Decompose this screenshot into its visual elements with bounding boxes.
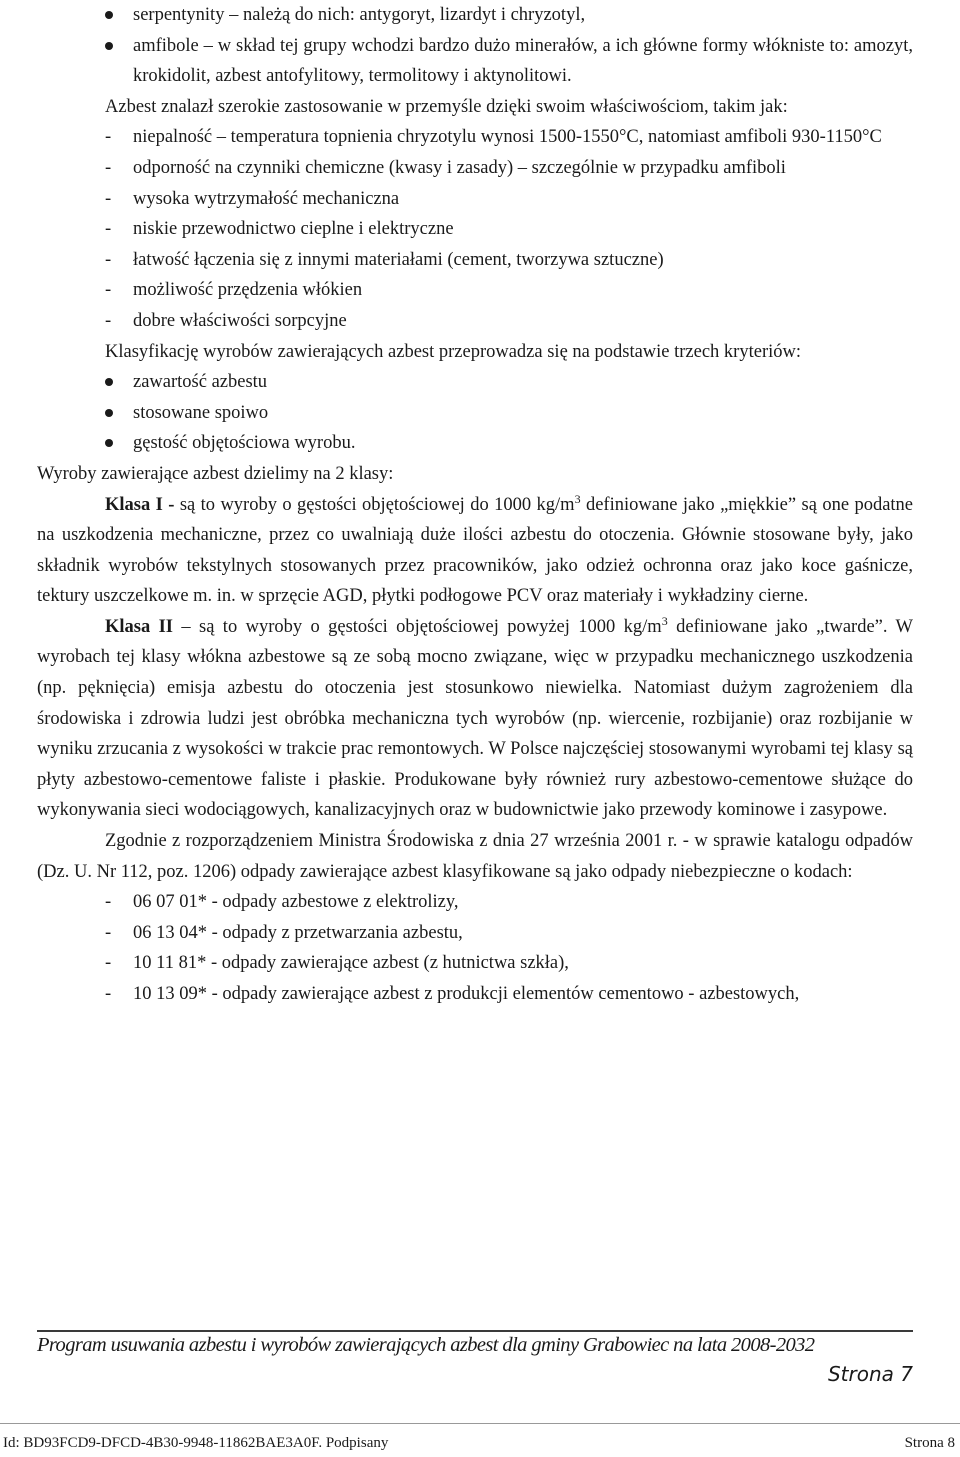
- class-1-label: Klasa I -: [105, 494, 175, 515]
- document-bar-divider: [0, 1423, 960, 1424]
- mineral-group-list: [37, 0, 913, 92]
- criteria-list: [37, 367, 913, 459]
- document-page-number: Strona 8: [904, 1435, 955, 1451]
- applications-intro: Azbest znalazł szerokie zastosowanie w przemyśle dzięki swoim właściwościom, takim jak:: [105, 96, 788, 117]
- classes-intro: Wyroby zawierające azbest dzielimy na 2 klasy:: [37, 463, 394, 484]
- footer-divider: [37, 1330, 913, 1332]
- list-item: - łatwość łączenia się z innymi materiałami (cement, tworzywa sztuczne): [105, 249, 664, 270]
- class-2-label: Klasa II: [105, 616, 174, 637]
- list-item: gęstość objętościowa wyrobu.: [37, 428, 913, 459]
- list-item: - dobre właściwości sorpcyjne: [105, 310, 347, 331]
- list-item: serpentynity – należą do nich: antygoryt, lizardyt i chryzotyl,: [37, 0, 913, 31]
- bullet-icon: [105, 378, 113, 386]
- class-1-paragraph: Klasa I - są to wyroby o gęstości objętościowej do 1000 $kg/m^3$ definiowane jako „miękkie” są one podatne na uszkodzenia mechaniczne, przez co uwalniają duże ilości azbestu do otoczenia. Głównie stosowane były, jako składnik wyrobów tekstylnych stosowanych przez pracowników, jako odzież ochronna oraz jako koce gaśnicze, tektury uszczelkowe m. in. w sprzęcie AGD, płytki podłogowe PCV oraz materiały i wykładziny cierne.: [37, 491, 914, 607]
- footer-page-number: Strona 7: [827, 1362, 913, 1386]
- properties-list: [37, 122, 913, 336]
- bullet-icon: [105, 409, 113, 417]
- regulation-paragraph: Zgodnie z rozporządzeniem Ministra Środowiska z dnia 27 września 2001 r. - w sprawie katalogu odpadów (Dz. U. Nr 112, poz. 1206) odpady zawierające azbest klasyfikowane są jako odpady niebezpieczne o kodach:: [37, 831, 913, 882]
- list-item: - odporność na czynniki chemiczne (kwasy i zasady) – szczególnie w przypadku amfiboli: [105, 157, 786, 178]
- bullet-icon: [105, 42, 113, 50]
- list-item: - niskie przewodnictwo cieplne i elektryczne: [105, 219, 454, 240]
- class-2-paragraph: Klasa II – są to wyroby o gęstości objętościowej powyżej 1000 $kg/m^3$ definiowane jako „twarde”. W wyrobach tej klasy włókna azbestowe są ze sobą mocno związane, więc w przypadku mechanicznego uszkodzenia (np. pęknięcia) emisja azbestu do otoczenia jest stosunkowo niewielka. Natomiast dużym zagrożeniem dla środowiska i zdrowia ludzi jest obróbka mechaniczna tych wyrobów (np. wiercenie, rozbijanie) oraz rozbijanie w wyniku zrzucania z wysokości w trakcie prac remontowych. W Polsce najczęściej stosowanymi wyrobami tej klasy są płyty azbestowo-cementowe faliste i płaskie. Produkowane były również rury azbestowo-cementowe służące do wykonywania sieci wodociągowych, kanalizacyjnych oraz w budownictwie jako przewody kominowe i zasypowe.: [37, 613, 913, 821]
- list-item: - 06 13 04* - odpady z przetwarzania azbestu,: [105, 922, 463, 943]
- list-item: - 10 13 09* - odpady zawierające azbest z produkcji elementów cementowo - azbestowych,: [105, 984, 800, 1004]
- bullet-icon: [105, 11, 113, 19]
- list-item: stosowane spoiwo: [37, 398, 913, 429]
- list-item: - niepalność – temperatura topnienia chryzotylu wynosi 1500-1550°C, natomiast amfiboli 930-1150°C: [105, 127, 882, 148]
- list-item: - wysoka wytrzymałość mechaniczna: [105, 188, 400, 209]
- waste-codes-list: [37, 887, 913, 1009]
- list-item: amfibole – w skład tej grupy wchodzi bardzo dużo minerałów, a ich główne formy włókniste to: amozyt, krokidolit, azbest antofylitowy, termolitowy i aktynolitowi.: [37, 31, 913, 92]
- list-item: zawartość azbestu: [37, 367, 913, 398]
- bullet-icon: [105, 439, 113, 447]
- classification-intro: Klasyfikację wyrobów zawierających azbest przeprowadza się na podstawie trzech kryteriów:: [105, 341, 801, 362]
- document-id: Id: BD93FCD9-DFCD-4B30-9948-11862BAE3A0F. Podpisany: [3, 1435, 389, 1451]
- footer-title: Program usuwania azbestu i wyrobów zawierających azbest dla gminy Grabowiec na lata 2008-2032: [37, 1334, 815, 1356]
- document-page: [37, 0, 913, 1010]
- list-item: - możliwość przędzenia włókien: [105, 280, 363, 301]
- list-item: - 06 07 01* - odpady azbestowe z elektrolizy,: [105, 892, 459, 913]
- list-item: - 10 11 81* - odpady zawierające azbest (z hutnictwa szkła),: [105, 953, 569, 974]
